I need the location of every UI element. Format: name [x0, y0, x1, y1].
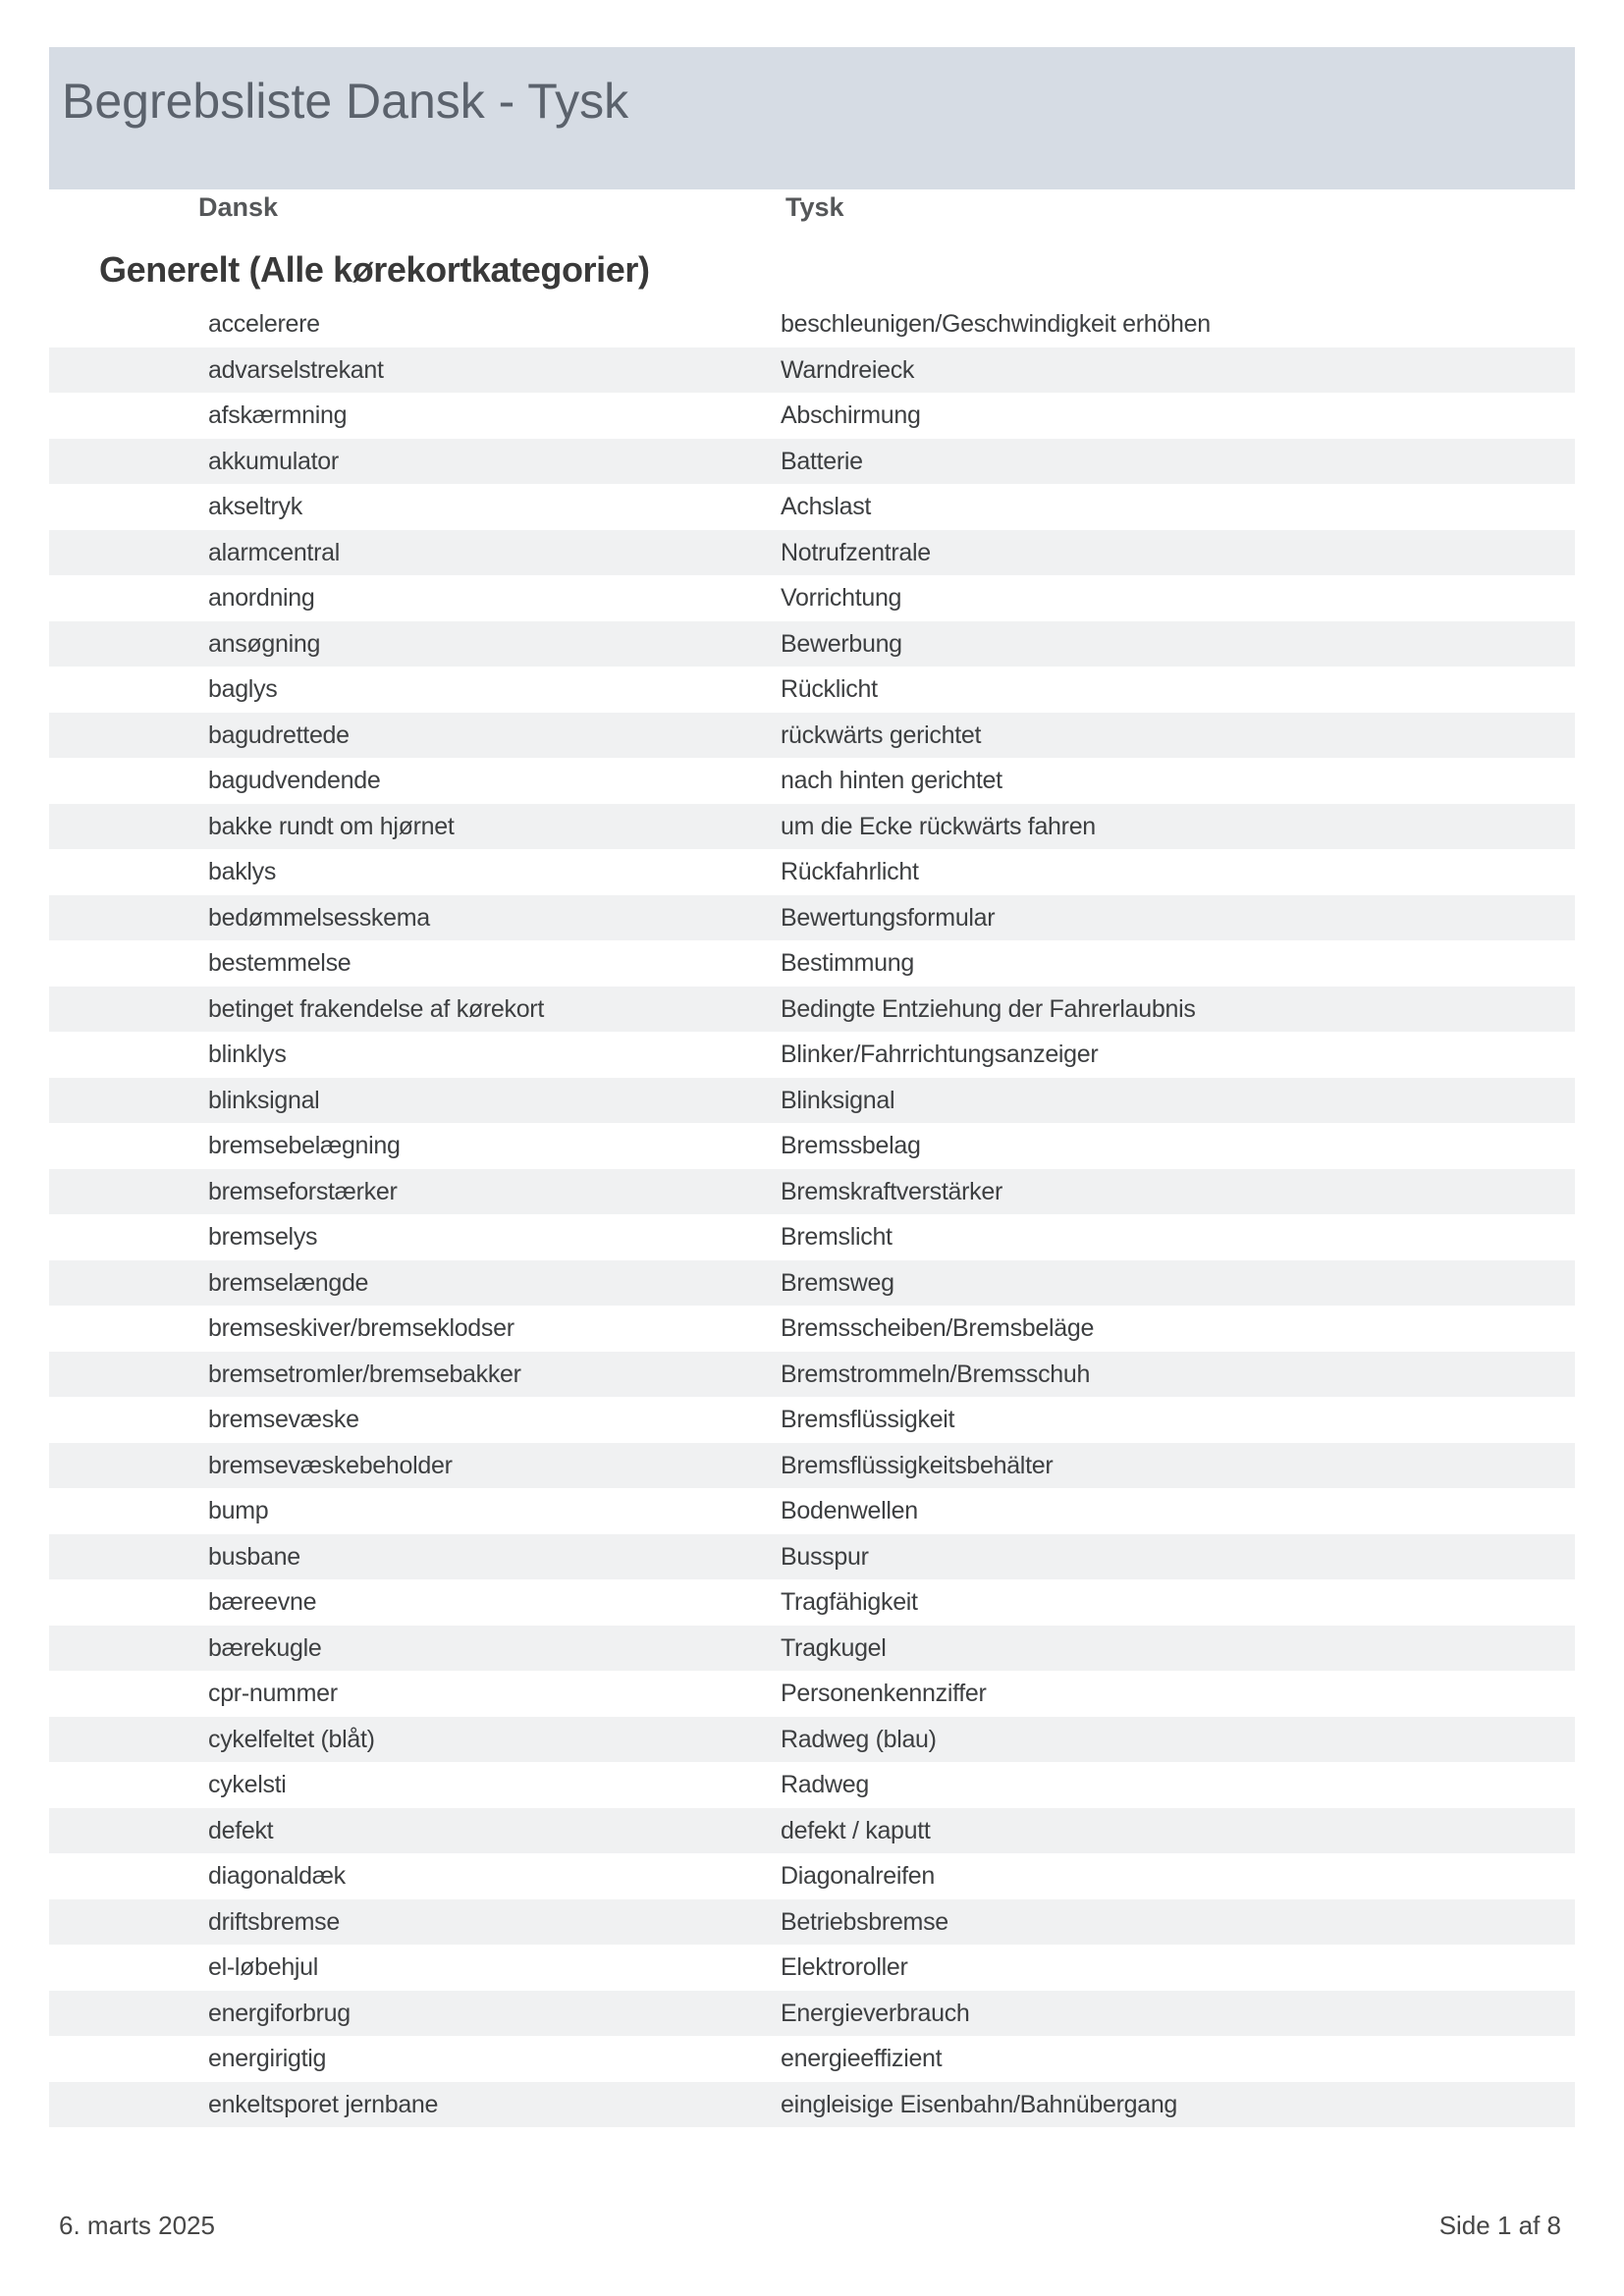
term-danish: akseltryk	[208, 493, 302, 520]
table-row	[49, 575, 1575, 621]
footer-date: 6. marts 2025	[59, 2211, 215, 2240]
term-danish: bremsebelægning	[208, 1132, 401, 1159]
term-german: Bedingte Entziehung der Fahrerlaubnis	[781, 994, 1196, 1023]
term-german: rückwärts gerichtet	[781, 721, 982, 749]
term-german: Bewertungsformular	[781, 903, 996, 932]
table-row	[49, 895, 1575, 941]
footer-page-indicator: Side 1 af 8	[1438, 2211, 1561, 2240]
term-danish: bremseskiver/bremseklodser	[208, 1314, 514, 1342]
term-danish: cykelsti	[208, 1771, 287, 1798]
column-header-danish: Dansk	[198, 192, 279, 222]
table-row	[49, 667, 1575, 713]
term-german: Bremslicht	[781, 1223, 893, 1251]
table-row	[49, 1808, 1575, 1854]
term-german: Bestimmung	[781, 949, 914, 977]
table-row	[49, 530, 1575, 576]
table-row	[49, 1260, 1575, 1307]
term-danish: cykelfeltet (blåt)	[208, 1725, 375, 1753]
term-german: Bremstrommeln/Bremsschuh	[781, 1360, 1091, 1388]
term-danish: bagudrettede	[208, 721, 350, 749]
column-header-german: Tysk	[785, 192, 844, 222]
glossary-rows	[49, 301, 1575, 2127]
term-danish: blinksignal	[208, 1086, 320, 1114]
term-german: Energieverbrauch	[781, 1999, 970, 2027]
term-danish: enkeltsporet jernbane	[208, 2090, 439, 2118]
term-danish: energiforbrug	[208, 1999, 351, 2027]
term-german: Batterie	[781, 447, 863, 475]
term-danish: bestemmelse	[208, 949, 352, 977]
table-row	[49, 347, 1575, 394]
term-danish: ansøgning	[208, 629, 321, 658]
term-german: eingleisige Eisenbahn/Bahnübergang	[781, 2090, 1178, 2118]
table-row	[49, 1853, 1575, 1899]
term-german: Radweg (blau)	[781, 1725, 937, 1753]
term-german: nach hinten gerichtet	[781, 767, 1002, 794]
term-danish: baklys	[208, 858, 277, 885]
table-row	[49, 758, 1575, 804]
term-german: Bremsscheiben/Bremsbeläge	[781, 1314, 1095, 1342]
term-danish: bæreevne	[208, 1588, 317, 1616]
term-danish: afskærmning	[208, 401, 348, 429]
term-danish: blinklys	[208, 1041, 287, 1068]
term-danish: bremsevæskebeholder	[208, 1451, 453, 1479]
title-banner	[49, 47, 1575, 189]
term-german: Rückfahrlicht	[781, 858, 919, 885]
section-heading: Generelt (Alle kørekortkategorier)	[99, 249, 650, 290]
term-german: Bremsflüssigkeitsbehälter	[781, 1451, 1054, 1479]
table-row	[49, 1991, 1575, 2037]
term-german: Notrufzentrale	[781, 538, 931, 566]
term-danish: betinget frakendelse af kørekort	[208, 994, 544, 1023]
table-row	[49, 1443, 1575, 1489]
table-row	[49, 713, 1575, 759]
term-danish: alarmcentral	[208, 538, 340, 566]
page-title: Begrebsliste Dansk - Tysk	[62, 74, 629, 129]
table-row	[49, 1123, 1575, 1169]
term-german: energieeffizient	[781, 2045, 943, 2072]
table-row	[49, 1078, 1575, 1124]
term-german: Warndreieck	[781, 355, 915, 384]
term-german: Abschirmung	[781, 401, 921, 429]
table-row	[49, 1945, 1575, 1991]
term-danish: defekt	[208, 1816, 274, 1844]
term-danish: bakke rundt om hjørnet	[208, 812, 455, 840]
table-row	[49, 1717, 1575, 1763]
table-row	[49, 849, 1575, 895]
term-german: Blinksignal	[781, 1086, 895, 1114]
term-german: Bodenwellen	[781, 1497, 918, 1524]
table-row	[49, 1762, 1575, 1808]
term-german: Betriebsbremse	[781, 1907, 948, 1936]
term-danish: busbane	[208, 1542, 300, 1571]
term-danish: driftsbremse	[208, 1907, 340, 1936]
term-danish: bagudvendende	[208, 767, 381, 794]
term-danish: baglys	[208, 675, 278, 703]
term-danish: bremselængde	[208, 1268, 369, 1297]
term-german: Bremsweg	[781, 1268, 894, 1297]
term-danish: accelerere	[208, 310, 320, 338]
term-danish: bremselys	[208, 1223, 318, 1251]
table-row	[49, 2036, 1575, 2082]
term-german: Diagonalreifen	[781, 1862, 936, 1890]
term-german: Rücklicht	[781, 675, 878, 703]
table-row	[49, 2082, 1575, 2128]
term-german: beschleunigen/Geschwindigkeit erhöhen	[781, 310, 1211, 338]
table-row	[49, 804, 1575, 850]
table-row	[49, 1352, 1575, 1398]
term-danish: cpr-nummer	[208, 1680, 338, 1707]
term-danish: bump	[208, 1497, 269, 1524]
term-german: Elektroroller	[781, 1953, 908, 1981]
term-german: defekt / kaputt	[781, 1816, 931, 1844]
table-row	[49, 1169, 1575, 1215]
term-german: Tragfähigkeit	[781, 1588, 918, 1616]
table-row	[49, 1032, 1575, 1078]
table-row	[49, 1579, 1575, 1626]
term-german: Vorrichtung	[781, 584, 902, 612]
term-danish: bremsevæske	[208, 1406, 359, 1433]
table-row	[49, 301, 1575, 347]
term-danish: bedømmelsesskema	[208, 903, 430, 932]
table-row	[49, 1397, 1575, 1443]
table-row	[49, 987, 1575, 1033]
term-german: Bremskraftverstärker	[781, 1177, 1002, 1205]
term-german: Blinker/Fahrrichtungsanzeiger	[781, 1041, 1099, 1068]
term-danish: energirigtig	[208, 2045, 327, 2072]
term-danish: akkumulator	[208, 447, 339, 475]
table-row	[49, 1626, 1575, 1672]
term-german: Bremsflüssigkeit	[781, 1406, 955, 1433]
term-danish: bremseforstærker	[208, 1177, 398, 1205]
table-row	[49, 621, 1575, 667]
table-row	[49, 1534, 1575, 1580]
table-row	[49, 1214, 1575, 1260]
table-row	[49, 1671, 1575, 1717]
term-danish: el-løbehjul	[208, 1953, 319, 1981]
term-german: Radweg	[781, 1771, 869, 1798]
term-german: Bremssbelag	[781, 1132, 921, 1159]
term-german: Bewerbung	[781, 629, 902, 658]
term-german: Personenkennziffer	[781, 1680, 987, 1707]
term-danish: bærekugle	[208, 1633, 322, 1662]
term-danish: bremsetromler/bremsebakker	[208, 1360, 521, 1388]
term-german: Achslast	[781, 493, 872, 520]
table-row	[49, 1488, 1575, 1534]
term-german: Tragkugel	[781, 1633, 887, 1662]
term-danish: advarselstrekant	[208, 355, 384, 384]
term-german: Busspur	[781, 1542, 869, 1571]
term-danish: diagonaldæk	[208, 1862, 346, 1890]
table-row	[49, 484, 1575, 530]
term-danish: anordning	[208, 584, 315, 612]
table-row	[49, 1306, 1575, 1352]
table-row	[49, 940, 1575, 987]
term-german: um die Ecke rückwärts fahren	[781, 812, 1096, 840]
table-row	[49, 1899, 1575, 1946]
table-row	[49, 439, 1575, 485]
table-row	[49, 393, 1575, 439]
